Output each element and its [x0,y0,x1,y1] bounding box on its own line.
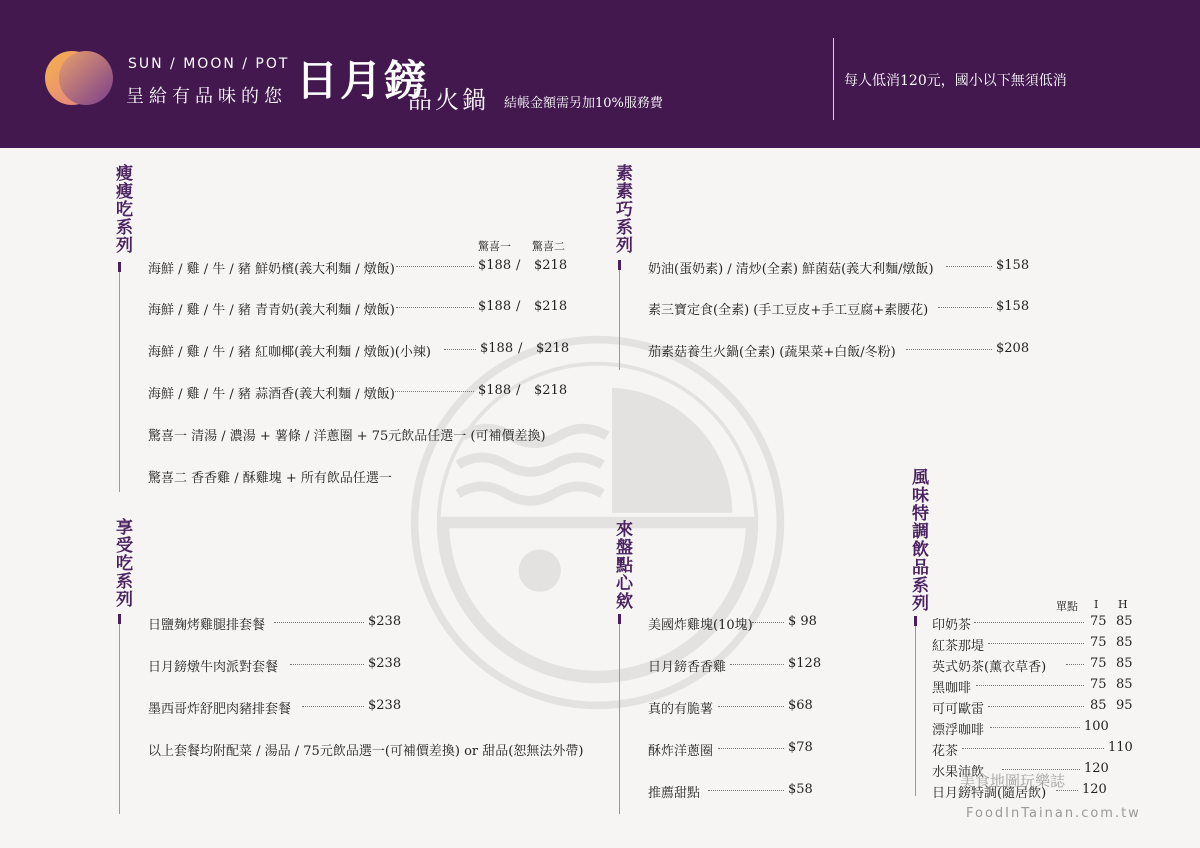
veg-item-price: $208 [996,341,1030,356]
slim-item-price2: $218 [536,341,570,356]
slim-surprise2-note: 驚喜二 香香雞 / 酥雞塊 + 所有飲品任選一 [148,471,392,486]
snack-item-name: 真的有脆薯 [648,702,714,717]
enjoy-item-price: $238 [368,698,402,713]
brand-subtitle: 品火鍋 [408,86,489,114]
veg-title-line [619,270,620,370]
snack-item-name: 酥炸洋蔥圈 [648,744,714,759]
enjoy-item-price: $238 [368,656,402,671]
snack-item-price: $68 [788,698,813,713]
veg-item-price: $158 [996,258,1030,273]
leader-dots [396,266,474,267]
drink-item-name: 花茶 [932,744,959,759]
enjoy-item-name: 日鹽麹烤雞腿排套餐 [148,618,266,633]
veg-item-name: 茄素菇養生火鍋(全素) (蔬果菜+白飯/冬粉) [648,345,896,360]
leader-dots [938,307,992,308]
service-charge-note: 結帳金額需另加10%服務費 [504,96,663,111]
background-logo-watermark-icon [405,330,790,715]
enjoy-item-name: 墨西哥炸舒肥肉豬排套餐 [148,702,292,717]
drink-price-hot: 95 [1116,698,1133,713]
veg-item-price: $158 [996,299,1030,314]
slim-title-marker [118,262,121,272]
snack-title-marker [618,614,621,624]
slim-item-name: 海鮮 / 雞 / 牛 / 豬 紅咖椰(義大利麵 / 燉飯)(小辣) [148,345,431,360]
snack-series-title: 來盤點心欸 [612,520,632,610]
leader-dots [396,307,474,308]
drink-item-name: 英式奶茶(薰衣草香) [932,660,1047,675]
drink-item-name: 漂浮咖啡 [932,723,985,738]
drink-price-ice: 75 [1090,614,1107,629]
snack-item-name: 日月鎊香香雞 [648,660,727,675]
veg-series-title: 素素巧系列 [612,164,632,254]
slim-item-price1: $188 [478,258,512,273]
brand-slogan: 呈給有品味的您 [126,86,287,107]
snack-item-price: $ 98 [788,614,817,629]
drinks-header-hot: H [1118,598,1128,611]
leader-dots [976,685,1084,686]
drink-item-name: 印奶茶 [932,618,972,633]
site-watermark-url: FoodInTainan.com.tw [966,806,1141,821]
drink-price-ice: 75 [1090,677,1107,692]
veg-title-marker [618,260,621,270]
slim-col1-header: 驚喜一 [478,240,511,253]
leader-dots [752,622,784,623]
slim-series-title: 瘦瘦吃系列 [112,164,132,254]
drink-item-name: 黑咖啡 [932,681,972,696]
enjoy-item-name: 日月鎊燉牛肉派對套餐 [148,660,279,675]
leader-dots [718,748,784,749]
slim-item-price2: $218 [534,258,568,273]
leader-dots [708,790,784,791]
slim-item-price1: $188 [478,299,512,314]
leader-dots [906,349,992,350]
slim-item-price1: $188 [480,341,514,356]
leader-dots [988,643,1084,644]
price-separator: / [516,383,521,398]
brand-english: SUN / MOON / POT [128,56,290,72]
menu-header [0,0,1200,148]
price-separator: / [516,299,521,314]
drinks-header-single: 單點 [1056,600,1078,613]
drinks-title-marker [914,616,917,626]
slim-item-name: 海鮮 / 雞 / 牛 / 豬 鮮奶檳(義大利麵 / 燉飯) [148,262,395,277]
drinks-series-title: 風味特調飲品系列 [908,468,928,612]
drink-item-name: 可可歐雷 [932,702,985,717]
enjoy-title-line [119,624,120,814]
slim-col2-header: 驚喜二 [532,240,565,253]
leader-dots [988,706,1084,707]
slim-title-line [119,272,120,492]
drink-price-ice: 75 [1090,635,1107,650]
leader-dots [274,622,364,623]
sun-moon-logo-icon [44,50,116,106]
slim-item-price2: $218 [534,383,568,398]
site-watermark-text: 美食地圖玩樂誌 [960,772,1066,790]
leader-dots [718,706,784,707]
slim-item-name: 海鮮 / 雞 / 牛 / 豬 蒜酒香(義大利麵 / 燉飯) [148,387,395,402]
slim-surprise1-note: 驚喜一 清湯 / 濃湯 + 薯條 / 洋蔥圈 + 75元飲品任選一 (可補價差換) [148,429,546,444]
leader-dots [974,622,1084,623]
drink-price-ice: 75 [1090,656,1107,671]
veg-item-name: 奶油(蛋奶素) / 清炒(全素) 鮮菌菇(義大利麵/燉飯) [648,262,934,277]
snack-item-price: $58 [788,782,813,797]
leader-dots [990,727,1080,728]
enjoy-set-note: 以上套餐均附配菜 / 湯品 / 75元飲品選一(可補價差換) or 甜品(恕無法外帶) [148,744,584,759]
drink-price-hot: 85 [1116,614,1133,629]
drink-price-ice: 100 [1084,719,1109,734]
drink-price-hot: 85 [1116,635,1133,650]
minimum-charge-note: 每人低消120元，國小以下無須低消 [844,73,1067,89]
drinks-title-line [915,626,916,796]
snack-title-line [619,624,620,814]
snack-item-price: $128 [788,656,822,671]
drink-price-ice: 85 [1090,698,1107,713]
leader-dots [730,664,784,665]
leader-dots [392,391,474,392]
brand-name: 日月鎊 [296,56,429,105]
leader-dots [946,266,992,267]
slim-item-name: 海鮮 / 雞 / 牛 / 豬 青青奶(義大利麵 / 燉飯) [148,303,395,318]
enjoy-series-title: 享受吃系列 [112,518,132,608]
slim-item-price2: $218 [534,299,568,314]
drink-price-hot: 110 [1108,740,1133,755]
enjoy-title-marker [118,614,121,624]
drink-item-name: 日月鎊特調(隨居飲) [932,786,1047,801]
leader-dots [444,349,476,350]
leader-dots [290,664,364,665]
snack-item-name: 美國炸雞塊(10塊) [648,618,753,633]
drink-item-name: 水果沛飲 [932,765,985,780]
price-separator: / [518,341,523,356]
snack-item-price: $78 [788,740,813,755]
veg-item-name: 素三寶定食(全素) (手工豆皮+手工豆腐+素腰花) [648,303,929,318]
leader-dots [962,748,1104,749]
drink-item-name: 紅茶那堤 [932,639,985,654]
slim-item-price1: $188 [478,383,512,398]
enjoy-item-price: $238 [368,614,402,629]
drink-price-hot: 85 [1116,656,1133,671]
header-divider [833,38,834,120]
leader-dots [302,706,364,707]
drink-price-hot: 85 [1116,677,1133,692]
drink-price-ice: 120 [1082,782,1107,797]
snack-item-name: 推薦甜點 [648,786,701,801]
price-separator: / [516,258,521,273]
drinks-header-ice: I [1094,598,1099,611]
drink-price-ice: 120 [1084,761,1109,776]
leader-dots [1066,664,1084,665]
